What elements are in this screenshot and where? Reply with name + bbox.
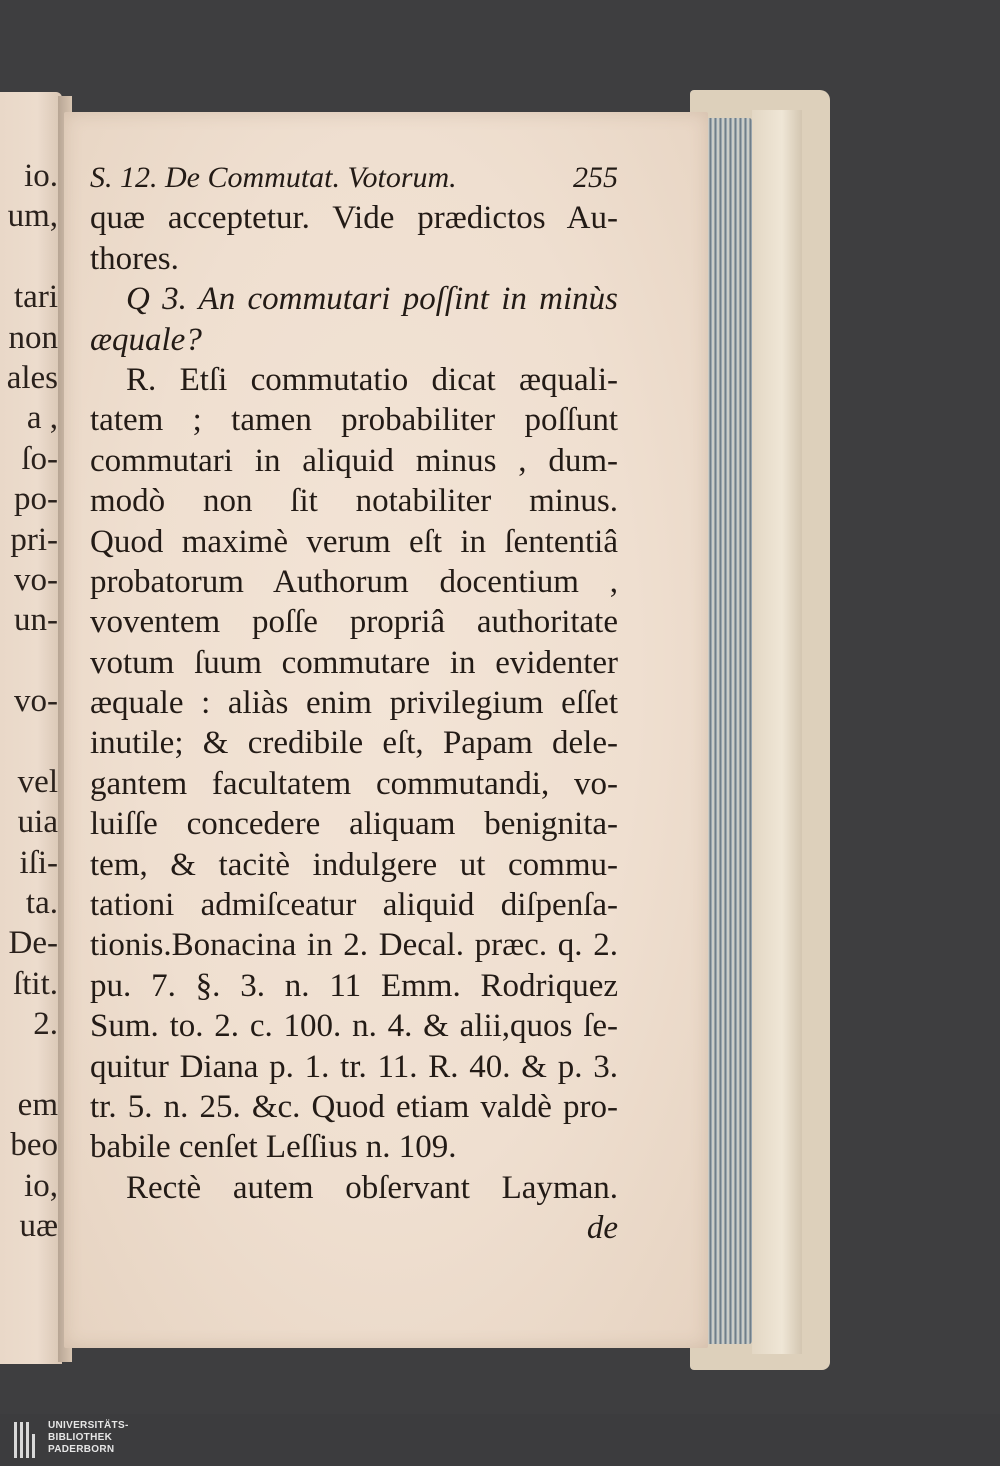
previous-page-line: ſo-: [21, 440, 58, 477]
text-line: tionis.Bonacina in 2. Decal. præc. q. 2.: [90, 927, 618, 964]
previous-page-line: [0, 1045, 62, 1085]
text-line: tr. 5. n. 25. &c. Quod etiam valdè pro-: [90, 1088, 618, 1125]
running-head: [90, 158, 618, 198]
text-line: gantem facultatem commutandi, vo-: [90, 765, 618, 802]
previous-page-line: De-: [8, 925, 58, 962]
previous-page-line: pri-: [10, 521, 58, 558]
catchword: de: [586, 1210, 618, 1247]
text-line: pu. 7. §. 3. n. 11 Emm. Rodriquez: [90, 967, 618, 1004]
text-line: votum ſuum commutare in evidenter: [90, 644, 618, 681]
text-line: babile cenſet Leſſius n. 109.: [90, 1129, 457, 1166]
text-line: quitur Diana p. 1. tr. 11. R. 40. & p. 3.: [90, 1048, 618, 1085]
previous-page-line: [0, 237, 62, 277]
text-line: tem, & tacitè indulgere ut commu-: [90, 846, 618, 883]
text-line: inutile; & credibile eſt, Papam dele-: [90, 725, 618, 762]
text-line: Sum. to. 2. c. 100. n. 4. & alii,quos ſe-: [90, 1008, 618, 1045]
text-line: luiſſe concedere aliquam benignita-: [90, 806, 618, 843]
previous-page: [0, 92, 62, 1364]
previous-page-line: uia: [17, 804, 58, 841]
previous-page-line: a ,: [26, 400, 58, 437]
previous-page-text: [0, 156, 62, 1247]
text-line: voventem poſſe propriâ authoritate: [90, 604, 618, 641]
previous-page-line: ta.: [25, 885, 58, 922]
previous-page-line: ſtit.: [13, 965, 58, 1002]
previous-page-line: io.: [24, 158, 58, 194]
text-line: quæ acceptetur. Vide prædictos Au-: [90, 200, 618, 237]
previous-page-line: po-: [14, 481, 58, 518]
text-line: R. Etſi commutatio dicat æquali-: [126, 361, 618, 398]
text-line: modò non ſit notabiliter minus.: [90, 483, 618, 520]
text-line: thores.: [90, 240, 179, 277]
page-body: [90, 198, 618, 1248]
previous-page-line: iſi-: [19, 844, 58, 881]
previous-page-line: vo-: [14, 683, 58, 720]
vellum-cover-edge: [752, 110, 802, 1354]
previous-page-line: tari: [14, 279, 58, 316]
text-line: tationi admiſceatur aliquid diſpenſa-: [90, 887, 618, 924]
text-line: Q 3. An commutari poſſint in minùs: [126, 281, 618, 318]
previous-page-line: non: [8, 319, 58, 356]
previous-page-line: [0, 721, 62, 761]
previous-page-line: vo-: [14, 561, 58, 598]
page-text-block: [90, 158, 618, 1249]
previous-page-line: io,: [24, 1167, 58, 1204]
previous-page-line: uæ: [19, 1208, 58, 1245]
text-line: æquale : aliàs enim privilegium eſſet: [90, 685, 618, 722]
text-line: tatem ; tamen probabiliter poſſunt: [90, 402, 618, 439]
previous-page-line: un-: [14, 602, 58, 639]
previous-page-line: [0, 641, 62, 681]
library-logo-text: UNIVERSITÄTS- BIBLIOTHEK PADERBORN: [48, 1420, 129, 1455]
library-logo-icon: [14, 1422, 42, 1458]
previous-page-line: vel: [17, 763, 58, 800]
previous-page-line: um,: [7, 198, 58, 235]
library-footer: [0, 1414, 1000, 1466]
text-line: commutari in aliquid minus , dum-: [90, 442, 618, 479]
previous-page-line: ales: [6, 359, 58, 396]
previous-page-line: em: [17, 1086, 58, 1123]
text-line: Quod maximè verum eſt in ſententiâ: [90, 523, 618, 560]
previous-page-line: beo: [10, 1127, 58, 1164]
running-head-title: S. 12. De Commutat. Votorum.: [90, 161, 457, 194]
page-number: 255: [573, 161, 618, 194]
previous-page-line: 2.: [33, 1006, 58, 1043]
text-line: æquale?: [90, 321, 202, 358]
text-line: Rectè autem obſervant Layman.: [126, 1169, 618, 1206]
text-line: probatorum Authorum docentium ,: [90, 563, 618, 600]
